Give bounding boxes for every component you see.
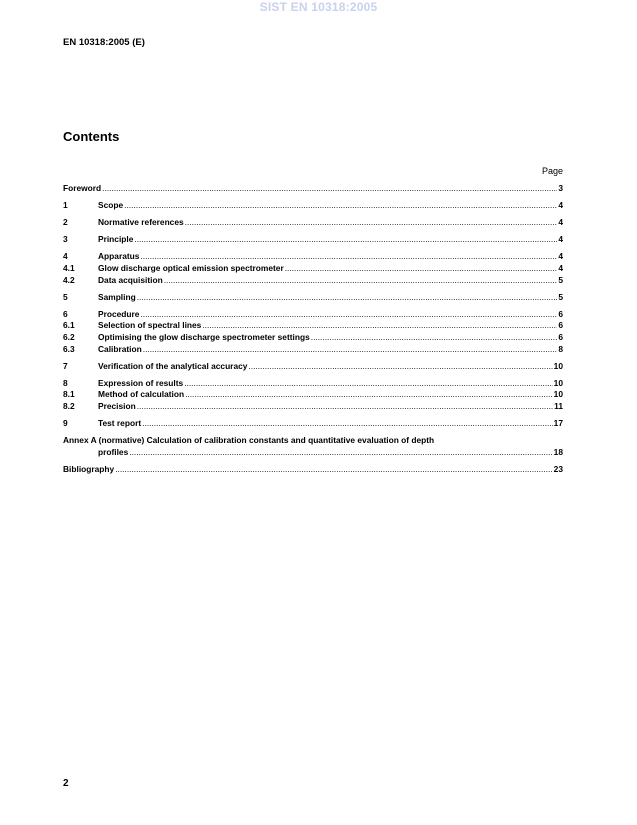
toc-entry[interactable]	[63, 344, 563, 356]
toc-entry-page: 4	[558, 262, 563, 273]
dot-leader	[185, 217, 558, 229]
toc-entry-title: Foreword	[63, 183, 102, 193]
dot-leader	[134, 234, 557, 246]
toc-entry[interactable]	[63, 401, 563, 413]
toc-entry-page: 5	[558, 274, 563, 285]
dot-leader	[202, 320, 557, 332]
dot-leader	[164, 275, 558, 287]
toc-entry[interactable]	[63, 418, 563, 430]
toc-entry-page: 10	[553, 360, 563, 371]
toc-entry-title: Test report	[98, 418, 142, 428]
toc-entry-page: 4	[558, 200, 563, 211]
page-column-label: Page	[541, 166, 563, 176]
toc-entry[interactable]	[63, 389, 563, 401]
toc-entry-number: 7	[63, 360, 68, 371]
dot-leader	[142, 418, 553, 430]
toc-entry[interactable]	[63, 320, 563, 332]
dot-leader	[184, 378, 552, 390]
annex-title-line1: Annex A (normative) Calculation of calibration constants and quantitative evaluation of depth	[63, 435, 435, 446]
toc-entry[interactable]	[63, 200, 563, 212]
toc-entry-page: 3	[558, 183, 563, 193]
toc-entry-bibliography[interactable]	[63, 464, 563, 476]
toc-entry-page: 4	[558, 251, 563, 262]
toc-entry-annex-a-cont[interactable]	[63, 447, 563, 459]
toc-entry-number: 4.1	[63, 262, 75, 273]
toc-entry-page: 11	[554, 400, 563, 411]
annex-title-line2: profiles	[98, 446, 129, 457]
toc-entry-page: 6	[558, 308, 563, 319]
dot-leader	[311, 332, 558, 344]
toc-entry[interactable]	[63, 275, 563, 287]
toc-entry-foreword[interactable]	[63, 183, 563, 195]
toc-entry-number: 8.1	[63, 389, 75, 400]
dot-leader	[137, 401, 553, 413]
toc-entry-title: Expression of results	[98, 377, 184, 388]
toc-entry-page: 4	[558, 234, 563, 245]
toc-entry-title: Calibration	[98, 343, 142, 354]
dot-leader	[248, 361, 552, 373]
toc-entry-title: Sampling	[98, 291, 136, 302]
toc-entry-title: Glow discharge optical emission spectrometer	[98, 262, 284, 273]
toc-entry[interactable]	[63, 378, 563, 390]
toc-entry-title: Selection of spectral lines	[98, 320, 202, 331]
toc-entry-title: Verification of the analytical accuracy	[98, 360, 248, 371]
toc-entry-number: 6.1	[63, 320, 75, 331]
toc-entry-number: 5	[63, 291, 68, 302]
toc-entry-title: Scope	[98, 200, 124, 211]
toc-entry-title: Apparatus	[98, 251, 140, 262]
toc-entry-number: 2	[63, 217, 68, 228]
contents-heading: Contents	[63, 129, 120, 144]
document-id: EN 10318:2005 (E)	[63, 37, 145, 48]
toc-entry[interactable]	[63, 251, 563, 263]
toc-entry-number: 1	[63, 200, 68, 211]
toc-entry-title: Normative references	[98, 217, 184, 228]
toc-entry[interactable]	[63, 292, 563, 304]
toc-entry-title: Optimising the glow discharge spectrometer settings	[98, 331, 310, 342]
toc-entry-number: 3	[63, 234, 68, 245]
dot-leader	[285, 263, 558, 275]
dot-leader	[140, 251, 557, 263]
toc-entry[interactable]	[63, 263, 563, 275]
toc-entry-page: 23	[553, 463, 563, 474]
toc-entry-number: 6.3	[63, 343, 75, 354]
dot-leader	[129, 447, 552, 459]
dot-leader	[143, 344, 558, 356]
toc-entry-page: 17	[553, 418, 563, 428]
toc-entry-title: Method of calculation	[98, 389, 185, 400]
toc-entry-page: 6	[558, 320, 563, 331]
toc-entry-number: 9	[63, 418, 68, 428]
toc-entry-number: 6	[63, 308, 68, 319]
toc-entry-number: 4.2	[63, 274, 75, 285]
toc-entry[interactable]	[63, 332, 563, 344]
toc-entry-page: 4	[558, 217, 563, 228]
toc-entry-title: Bibliography	[63, 463, 115, 474]
page-number: 2	[63, 778, 69, 789]
toc-entry-title: Principle	[98, 234, 134, 245]
toc-entry-page: 8	[558, 343, 563, 354]
dot-leader	[140, 309, 557, 321]
dot-leader	[185, 389, 553, 401]
table-of-contents	[63, 183, 563, 475]
toc-entry-page: 10	[553, 377, 563, 388]
toc-entry-number: 8.2	[63, 400, 75, 411]
watermark: SIST EN 10318:2005	[259, 0, 378, 14]
toc-entry[interactable]	[63, 361, 563, 373]
toc-entry-page: 10	[553, 389, 563, 400]
toc-entry[interactable]	[63, 234, 563, 246]
toc-entry-page: 6	[558, 331, 563, 342]
toc-entry[interactable]	[63, 217, 563, 229]
toc-entry-page: 18	[553, 446, 563, 457]
dot-leader	[124, 200, 557, 212]
toc-entry-number: 8	[63, 377, 68, 388]
toc-entry-number: 6.2	[63, 331, 75, 342]
dot-leader	[115, 464, 552, 476]
dot-leader	[137, 292, 558, 304]
toc-entry-page: 5	[558, 291, 563, 302]
toc-entry-title: Precision	[98, 400, 136, 411]
toc-entry-number: 4	[63, 251, 68, 262]
toc-entry-title: Procedure	[98, 308, 140, 319]
toc-entry[interactable]	[63, 309, 563, 321]
toc-entry-annex-a[interactable]	[63, 435, 563, 447]
dot-leader	[102, 183, 557, 195]
toc-entry-title: Data acquisition	[98, 274, 163, 285]
